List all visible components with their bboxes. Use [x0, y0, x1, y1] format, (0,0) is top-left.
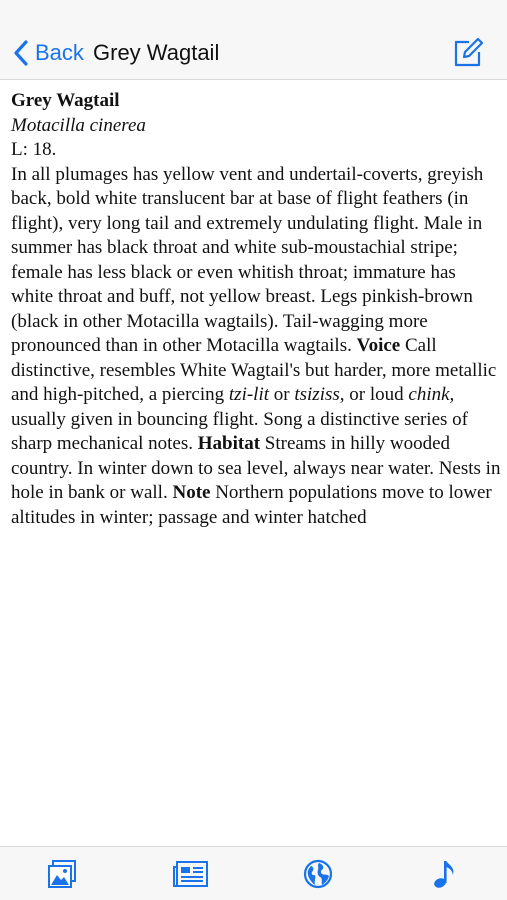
- voice-heading: Voice: [356, 335, 401, 356]
- description-text: In all plumages has yellow vent and undertail-coverts, greyish back, bold white translucent bar at base of flight feathers (in flight), very long tail and extremely undulating flight. Male in summer has black throat and white sub-moustachial stripe; female has less black or even whitish throat; immature has white throat and buff, not yellow breast. Legs pinkish-brown (black in other Motacilla wagtails). Tail-wagging more pronounced than in other Motacilla wagtails.: [11, 163, 484, 356]
- voice-call-2: tsiziss,: [294, 384, 345, 405]
- navigation-bar: [0, 0, 507, 80]
- compose-icon: [452, 37, 484, 69]
- tab-sound[interactable]: [430, 859, 460, 889]
- music-note-icon: [430, 859, 460, 889]
- length-text: L: 18.: [11, 139, 57, 160]
- voice-call-3: chink,: [408, 384, 455, 405]
- page-title: Grey Wagtail: [93, 40, 220, 65]
- globe-icon: [303, 859, 333, 889]
- habitat-text: Streams in hilly wooded country. In winter down to sea level, always near water. Nests in hole in bank or wall.: [11, 433, 501, 503]
- back-label: Back: [35, 40, 84, 65]
- note-heading: Note: [172, 482, 211, 503]
- chevron-left-icon: [13, 39, 29, 67]
- tab-map[interactable]: [303, 859, 333, 889]
- scientific-name: Motacilla cinerea: [11, 114, 146, 136]
- voice-or-loud: or loud: [349, 384, 404, 405]
- description-paragraph: [11, 163, 501, 531]
- bottom-toolbar: [0, 846, 507, 900]
- voice-text: Call distinctive, resembles White Wagtail's but harder, more metallic and high-pitched, a piercing: [11, 335, 497, 405]
- text-article-icon: [173, 859, 209, 889]
- species-name: Grey Wagtail: [11, 90, 120, 111]
- species-entry: [11, 89, 501, 530]
- voice-text-2: usually given in bouncing flight. Song a distinctive series of sharp mechanical notes.: [11, 408, 468, 454]
- tab-text[interactable]: [173, 859, 209, 889]
- tab-photos[interactable]: [47, 859, 77, 889]
- habitat-heading: Habitat: [197, 433, 261, 454]
- compose-button[interactable]: [452, 37, 484, 69]
- note-text: Northern populations move to lower altitudes in winter; passage and winter hatched: [11, 482, 492, 528]
- voice-or: or: [273, 384, 290, 405]
- voice-call-1: tzi-lit: [228, 384, 270, 405]
- photo-gallery-icon: [47, 859, 77, 889]
- back-button[interactable]: [13, 38, 84, 68]
